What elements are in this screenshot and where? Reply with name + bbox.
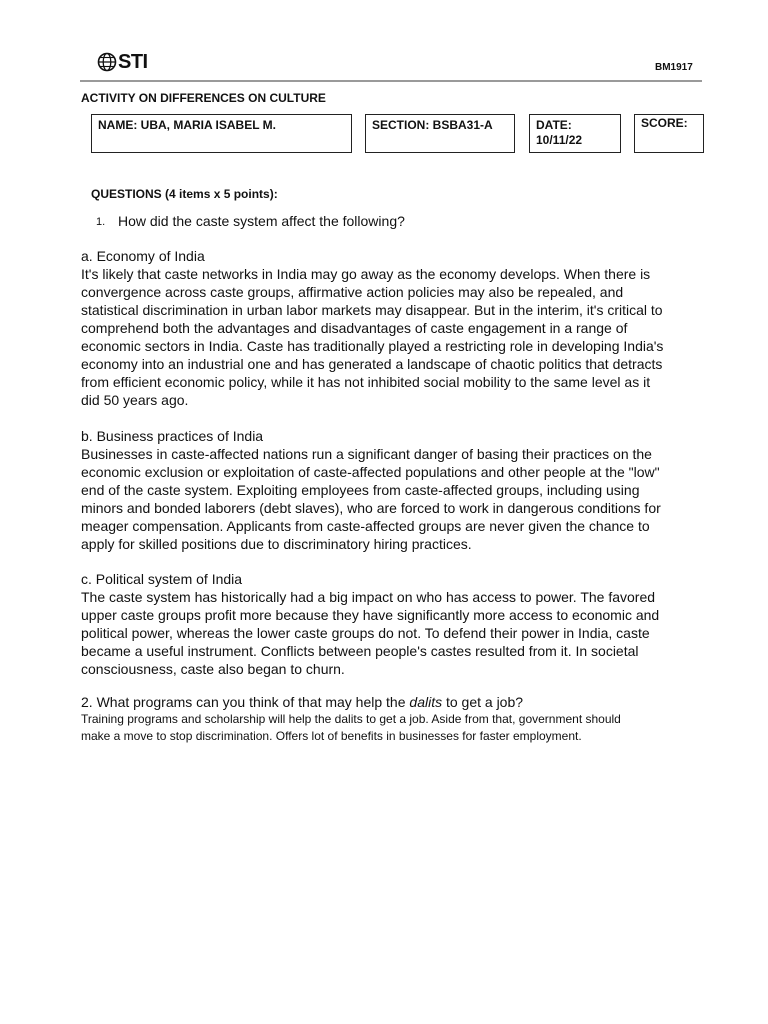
- score-field: [634, 114, 704, 153]
- paragraph-line: economic sectors in India. Caste has traditionally played a restricting role in developing India's: [81, 338, 664, 354]
- date-value: 10/11/22: [536, 133, 583, 147]
- name-field: [91, 114, 352, 153]
- paragraph-line: economy into an industrial one and has generated a landscape of chaotic politics that detracts: [81, 356, 663, 372]
- paragraph-line: Training programs and scholarship will help the dalits to get a job. Aside from that, government should: [81, 712, 621, 726]
- header-divider: [80, 80, 702, 82]
- paragraph-line: minors and bonded laborers (debt slaves), who are forced to work in dangerous conditions for: [81, 500, 661, 516]
- paragraph-line: statistical discrimination in urban labor markets may disappear. But in the interim, it's critical to: [81, 302, 663, 318]
- date-field: [529, 114, 621, 153]
- section-field: [365, 114, 515, 153]
- question-2-text: [81, 693, 711, 711]
- name-value: NAME: UBA, MARIA ISABEL M.: [98, 118, 276, 132]
- date-label: DATE:: [536, 118, 572, 132]
- paragraph-line: make a move to stop discrimination. Offers lot of benefits in businesses for faster employment.: [81, 729, 582, 743]
- question-2-prefix: 2. What programs can you think of that may help the: [81, 694, 410, 710]
- globe-icon: [97, 52, 117, 72]
- answer-business-heading: b. Business practices of India: [81, 428, 264, 444]
- score-label: SCORE:: [641, 116, 688, 130]
- document-code: BM1917: [655, 62, 693, 73]
- questions-header: QUESTIONS (4 items x 5 points):: [91, 187, 278, 201]
- paragraph-line: economic exclusion or exploitation of caste-affected populations and other people at the "low": [81, 464, 660, 480]
- paragraph-line: convergence across caste groups, affirmative action policies may also be repealed, and: [81, 284, 624, 300]
- answer-political: [81, 570, 711, 678]
- paragraph-line: from efficient economic policy, while it has not inhibited social mobility to the same level as it: [81, 374, 651, 390]
- answer-economy: [81, 247, 711, 409]
- sti-logo: [97, 49, 148, 75]
- question-2-suffix: to get a job?: [442, 694, 524, 710]
- paragraph-line: meager compensation. Applicants from caste-affected groups are never given the chance to: [81, 518, 650, 534]
- logo-text: STI: [118, 50, 148, 73]
- answer-political-heading: c. Political system of India: [81, 571, 243, 587]
- question-2-emphasis: dalits: [409, 694, 443, 710]
- question-2: [81, 693, 711, 745]
- answer-business: [81, 427, 711, 553]
- section-value: SECTION: BSBA31-A: [372, 118, 493, 132]
- paragraph-line: comprehend both the advantages and disadvantages of caste engagement in a range of: [81, 320, 628, 336]
- answer-economy-heading: a. Economy of India: [81, 248, 205, 264]
- question-1-number: 1.: [96, 216, 106, 228]
- paragraph-line: The caste system has historically had a big impact on who has access to power. The favored: [81, 589, 656, 605]
- paragraph-line: did 50 years ago.: [81, 392, 189, 408]
- paragraph-line: apply for skilled positions due to discriminatory hiring practices.: [81, 536, 472, 552]
- paragraph-line: became a useful instrument. Conflicts between people's castes resulted from it. In societal: [81, 643, 639, 659]
- paragraph-line: political power, whereas the lower caste groups do not. To defend their power in India, caste: [81, 625, 650, 641]
- paragraph-line: end of the caste system. Exploiting employees from caste-affected groups, including using: [81, 482, 640, 498]
- paragraph-line: consciousness, caste also began to churn.: [81, 661, 345, 677]
- paragraph-line: upper caste groups profit more because they have significantly more access to economic and: [81, 607, 660, 623]
- activity-title: ACTIVITY ON DIFFERENCES ON CULTURE: [81, 91, 326, 105]
- question-1-text: How did the caste system affect the following?: [118, 213, 405, 229]
- question-1: [96, 213, 405, 229]
- paragraph-line: Businesses in caste-affected nations run a significant danger of basing their practices on the: [81, 446, 652, 462]
- paragraph-line: It's likely that caste networks in India may go away as the economy develops. When there is: [81, 266, 651, 282]
